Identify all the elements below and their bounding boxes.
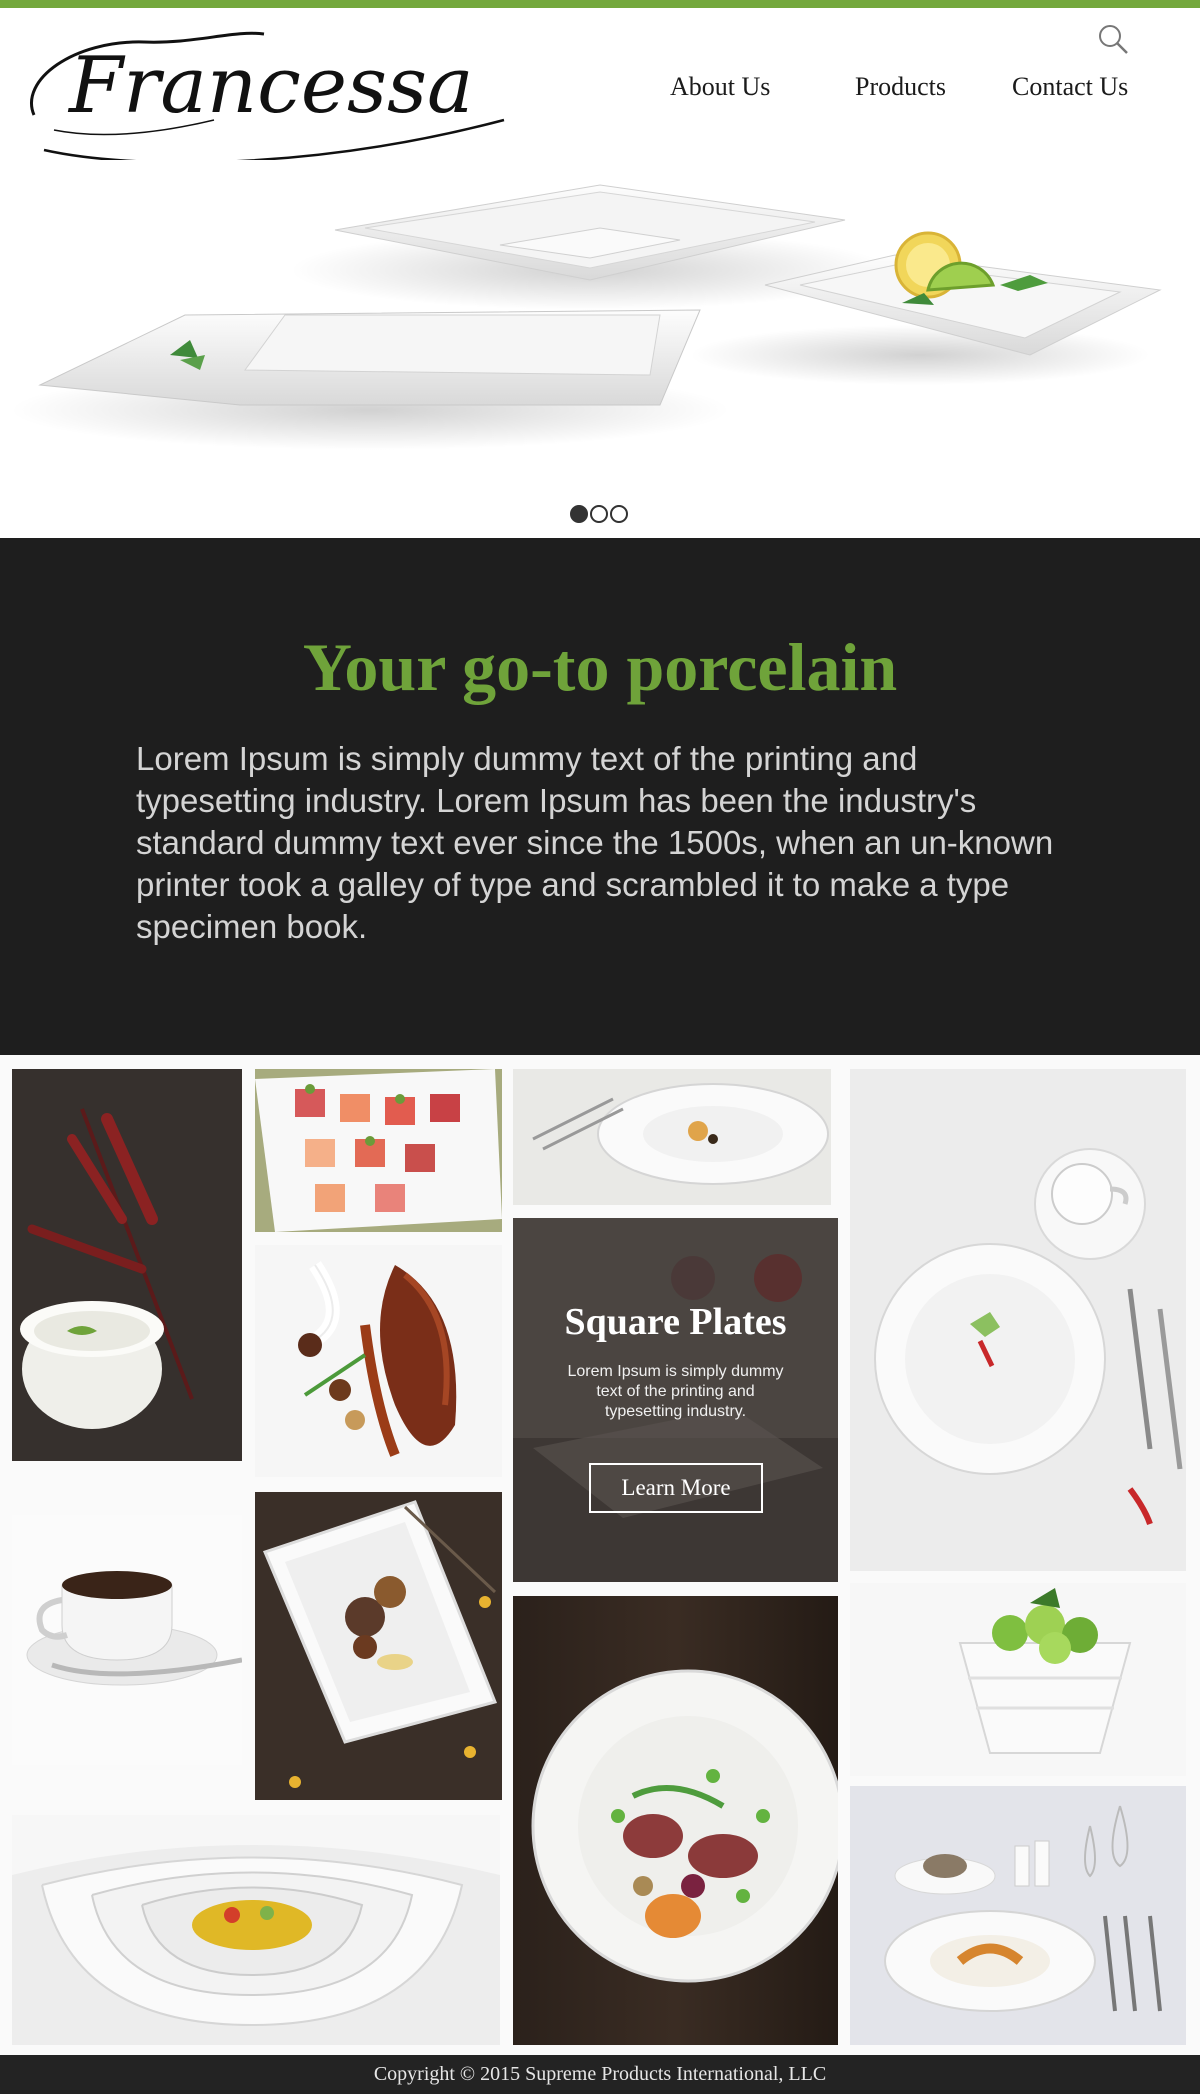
intro-title: Your go-to porcelain: [302, 629, 898, 705]
intro-body: Lorem Ipsum is simply dummy text of the printing and typesetting industry. Lorem Ipsum has been the industry's standard dummy text ever since the 1500s, when an un-known printer took a galley of type and scrambled it to make a type specimen book.: [136, 740, 1054, 945]
top-accent-bar: [0, 0, 1200, 8]
site-footer: [0, 2055, 1200, 2094]
nav-contact-us[interactable]: Contact Us: [1012, 72, 1129, 101]
gallery-tile-duck[interactable]: [255, 1245, 502, 1477]
gallery-image-pasta-bowl: [513, 1069, 831, 1205]
gallery-image-cup-bowl: [12, 1069, 242, 1461]
gallery-tile-coffee-cup[interactable]: [12, 1515, 242, 1765]
slider-dot-1[interactable]: [570, 505, 588, 523]
gallery-tile-sushi[interactable]: [255, 1069, 502, 1232]
promo-text: Lorem Ipsum is simply dummy text of the printing and typesetting industry.: [567, 1363, 784, 1420]
search-button[interactable]: [1096, 22, 1130, 56]
gallery-image-steak-plate: [513, 1596, 838, 2045]
gallery-tile-cup-bowl[interactable]: [12, 1069, 242, 1461]
gallery-image-coffee-cup: [12, 1515, 242, 1765]
gallery-tile-steak-plate[interactable]: [513, 1596, 838, 2045]
brand-logo[interactable]: [14, 20, 514, 170]
learn-more-button[interactable]: Learn More: [589, 1463, 763, 1513]
gallery-tile-square-plate[interactable]: [255, 1492, 502, 1800]
gallery-image-duck: [255, 1245, 502, 1477]
hero-slider: [0, 160, 1200, 540]
slider-dot-2[interactable]: [590, 505, 608, 523]
gallery-image-dinner-plate: [850, 1069, 1186, 1571]
search-icon: [1096, 22, 1130, 56]
gallery-tile-table-setting[interactable]: [850, 1786, 1186, 2045]
promo-square-plates: [513, 1218, 838, 1582]
footer-copyright: Copyright © 2015 Supreme Products International, LLC: [373, 2063, 827, 2085]
intro-section: [0, 538, 1200, 1055]
brand-logo-text: Francessa: [69, 41, 474, 131]
gallery-image-lime-bowls: [850, 1583, 1186, 1776]
gallery-image-sushi: [255, 1069, 502, 1232]
hero-plates-image: [0, 160, 1200, 540]
gallery-tile-lime-bowls[interactable]: [850, 1583, 1186, 1776]
gallery-image-nested-bowls: [12, 1815, 500, 2045]
gallery-image-square-plate: [255, 1492, 502, 1800]
promo-title: Square Plates: [564, 1301, 787, 1343]
gallery-tile-pasta-bowl[interactable]: [513, 1069, 831, 1205]
gallery-image-table-setting: [850, 1786, 1186, 2045]
gallery-tile-dinner-plate[interactable]: [850, 1069, 1186, 1571]
gallery-tile-nested-bowls[interactable]: [12, 1815, 500, 2045]
nav-products[interactable]: Products: [855, 72, 946, 101]
slider-dot-3[interactable]: [610, 505, 628, 523]
nav-about-us[interactable]: About Us: [670, 72, 771, 101]
